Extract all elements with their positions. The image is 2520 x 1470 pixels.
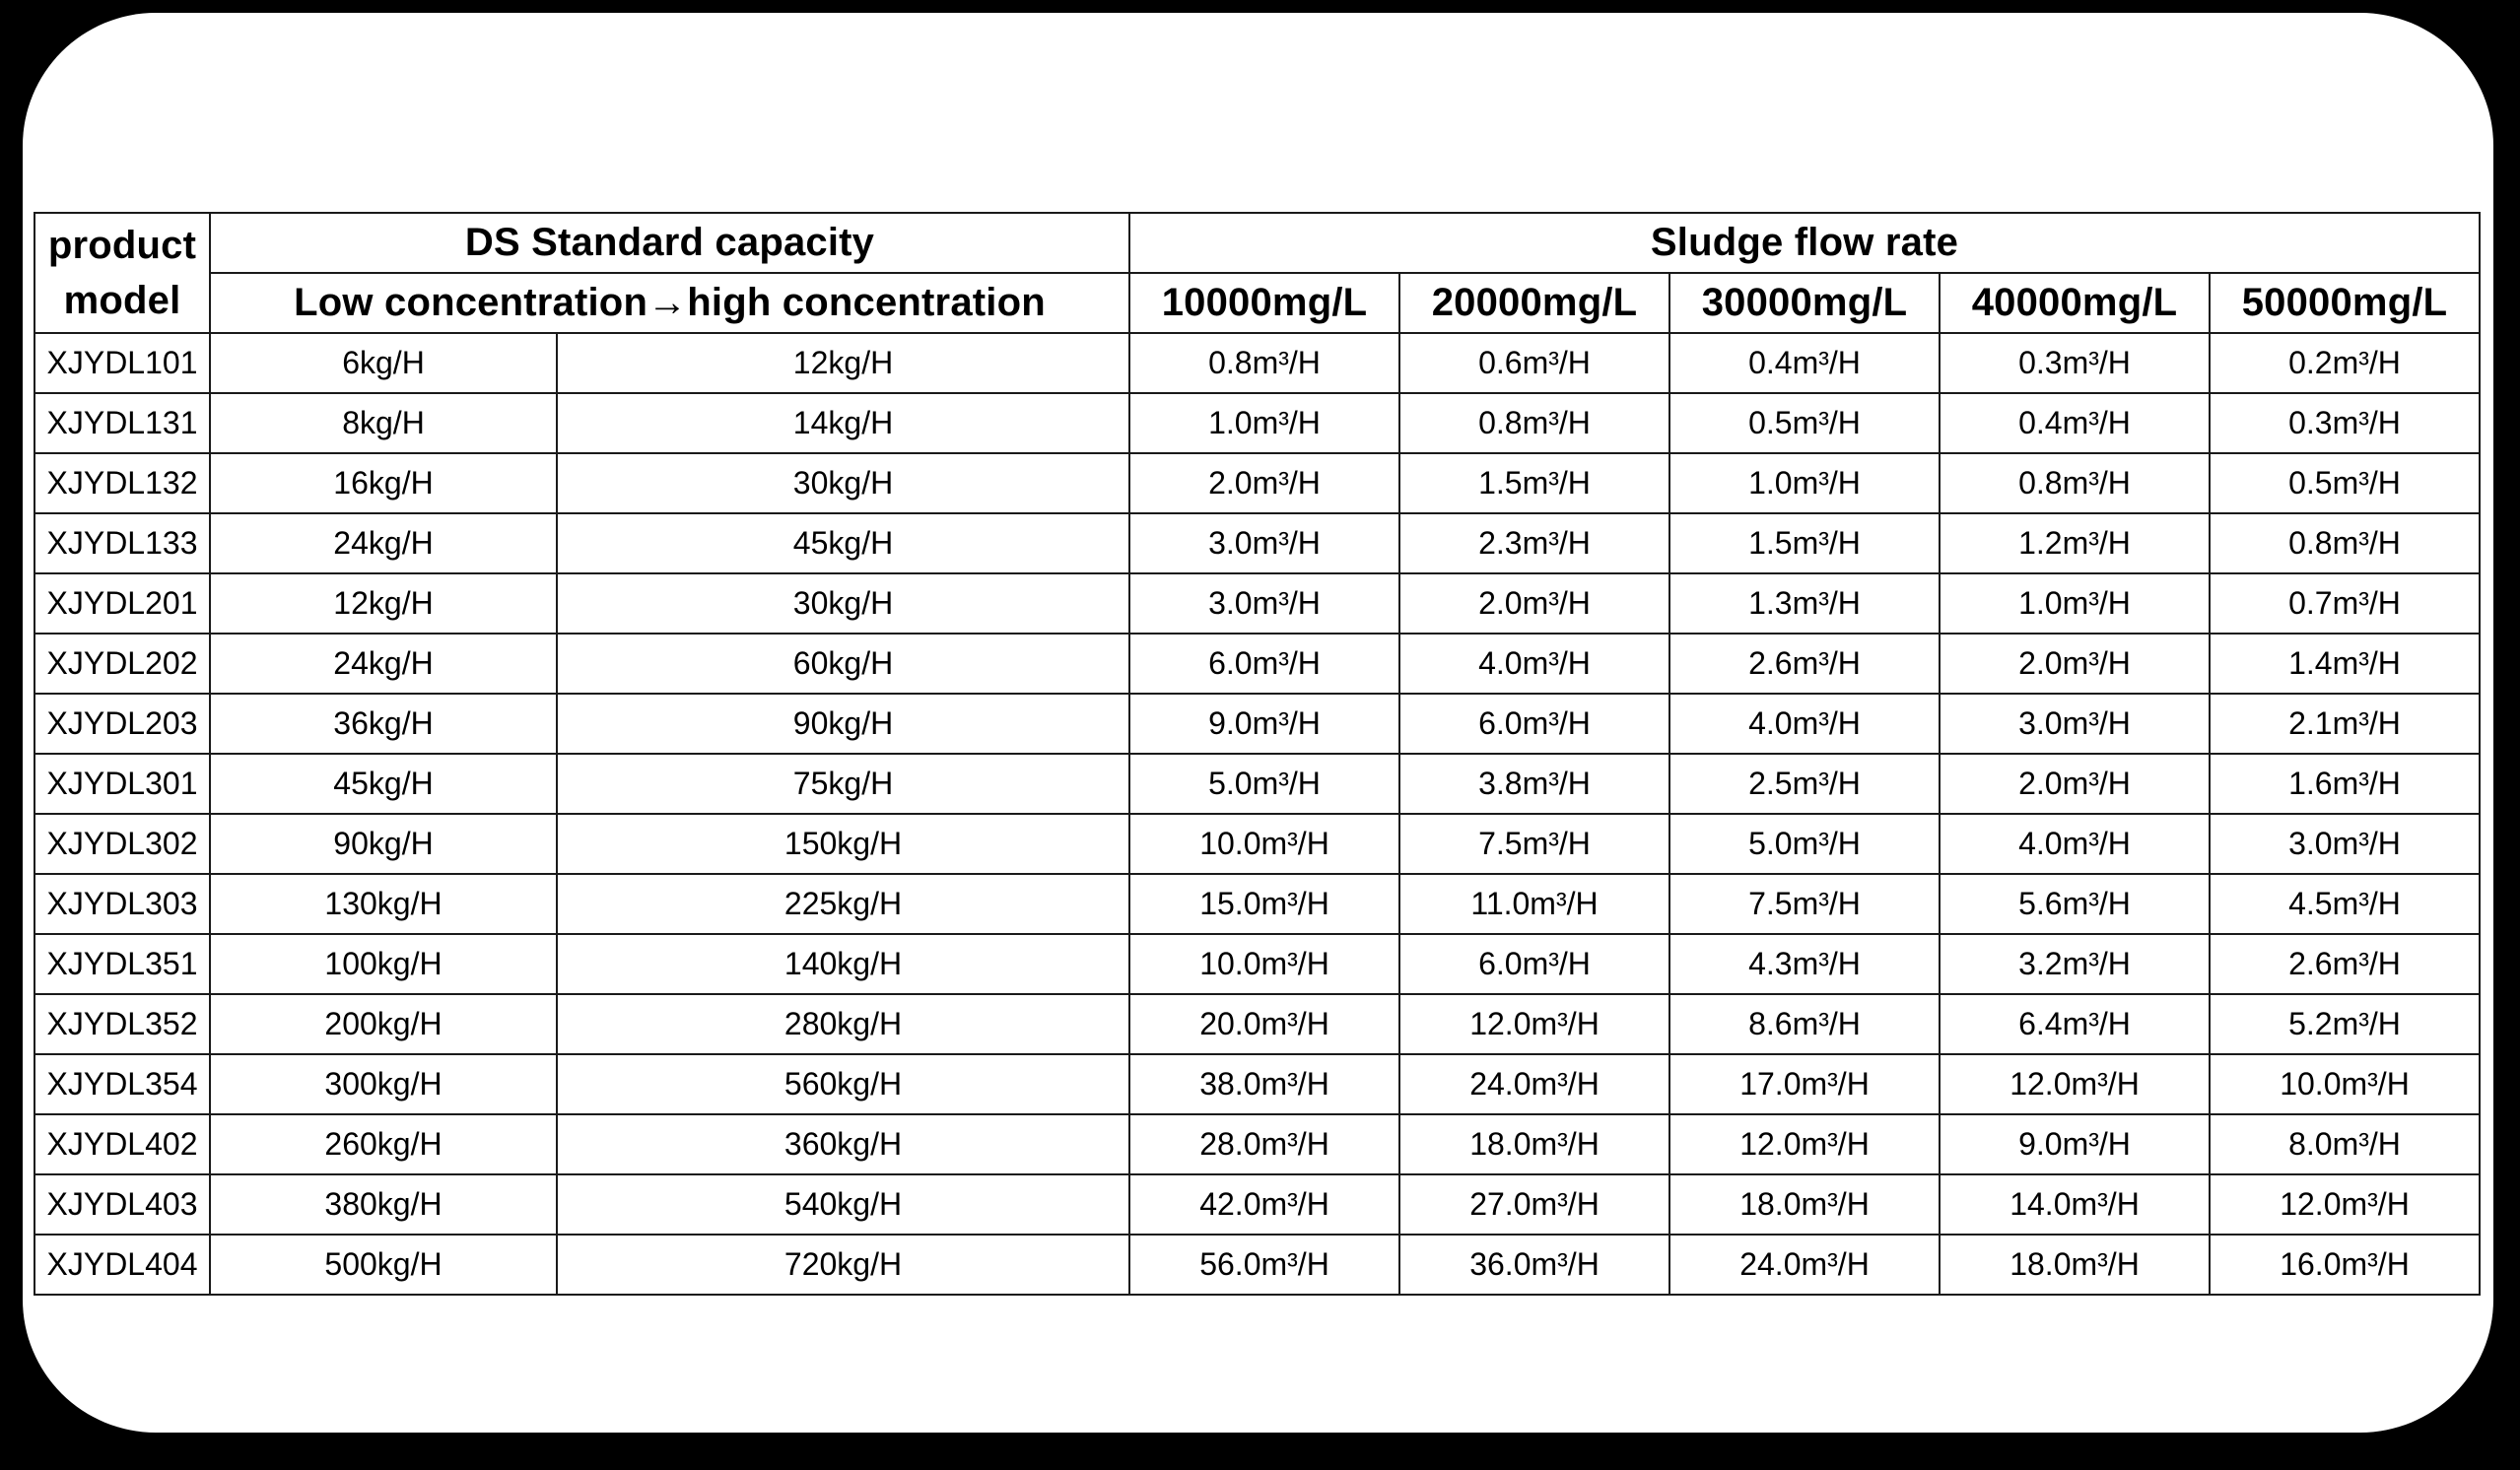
table-row xyxy=(34,573,2480,634)
flow-rate-cell: 27.0m³/H xyxy=(1399,1174,1669,1235)
model-cell: XJYDL301 xyxy=(34,754,210,814)
flow-rate-cell: 4.3m³/H xyxy=(1669,934,1940,994)
capacity-high-cell: 60kg/H xyxy=(557,634,1129,694)
table-row xyxy=(34,874,2480,934)
capacity-low-cell: 6kg/H xyxy=(210,333,557,393)
capacity-high-cell: 540kg/H xyxy=(557,1174,1129,1235)
flow-rate-cell: 24.0m³/H xyxy=(1399,1054,1669,1114)
capacity-sub-header: Low concentration→high concentration xyxy=(210,273,1129,333)
flow-rate-cell: 56.0m³/H xyxy=(1129,1235,1399,1295)
capacity-high-cell: 30kg/H xyxy=(557,453,1129,513)
flow-rate-cell: 2.0m³/H xyxy=(1399,573,1669,634)
flow-rate-cell: 38.0m³/H xyxy=(1129,1054,1399,1114)
flow-rate-cell: 17.0m³/H xyxy=(1669,1054,1940,1114)
flow-rate-cell: 0.3m³/H xyxy=(2210,393,2480,453)
flow-rate-cell: 18.0m³/H xyxy=(1940,1235,2210,1295)
flow-rate-cell: 0.5m³/H xyxy=(2210,453,2480,513)
table-row xyxy=(34,634,2480,694)
flow-rate-cell: 3.0m³/H xyxy=(2210,814,2480,874)
capacity-high-cell: 90kg/H xyxy=(557,694,1129,754)
flow-rate-cell: 7.5m³/H xyxy=(1399,814,1669,874)
flow-rate-cell: 10.0m³/H xyxy=(1129,934,1399,994)
flow-rate-cell: 4.5m³/H xyxy=(2210,874,2480,934)
table-row xyxy=(34,1174,2480,1235)
capacity-high-cell: 12kg/H xyxy=(557,333,1129,393)
table-row xyxy=(34,994,2480,1054)
flow-rate-cell: 2.0m³/H xyxy=(1940,634,2210,694)
flow-rate-cell: 12.0m³/H xyxy=(2210,1174,2480,1235)
capacity-low-cell: 100kg/H xyxy=(210,934,557,994)
flow-rate-cell: 5.0m³/H xyxy=(1129,754,1399,814)
model-cell: XJYDL351 xyxy=(34,934,210,994)
table-row xyxy=(34,393,2480,453)
flow-rate-cell: 1.0m³/H xyxy=(1129,393,1399,453)
flow-rate-cell: 7.5m³/H xyxy=(1669,874,1940,934)
capacity-low-cell: 200kg/H xyxy=(210,994,557,1054)
flow-rate-cell: 0.8m³/H xyxy=(1399,393,1669,453)
flow-rate-cell: 36.0m³/H xyxy=(1399,1235,1669,1295)
model-cell: XJYDL202 xyxy=(34,634,210,694)
flow-rate-cell: 15.0m³/H xyxy=(1129,874,1399,934)
capacity-low-cell: 260kg/H xyxy=(210,1114,557,1174)
capacity-high-cell: 30kg/H xyxy=(557,573,1129,634)
flow-col-header: 50000mg/L xyxy=(2210,273,2480,333)
flow-rate-cell: 3.8m³/H xyxy=(1399,754,1669,814)
capacity-low-cell: 130kg/H xyxy=(210,874,557,934)
flow-rate-cell: 4.0m³/H xyxy=(1940,814,2210,874)
flow-rate-cell: 16.0m³/H xyxy=(2210,1235,2480,1295)
table-row xyxy=(34,754,2480,814)
flow-rate-cell: 42.0m³/H xyxy=(1129,1174,1399,1235)
flow-rate-cell: 10.0m³/H xyxy=(1129,814,1399,874)
flow-rate-cell: 3.0m³/H xyxy=(1129,573,1399,634)
flow-rate-cell: 1.5m³/H xyxy=(1669,513,1940,573)
capacity-low-cell: 380kg/H xyxy=(210,1174,557,1235)
flow-rate-cell: 0.8m³/H xyxy=(2210,513,2480,573)
flow-col-header: 40000mg/L xyxy=(1940,273,2210,333)
flow-rate-cell: 8.6m³/H xyxy=(1669,994,1940,1054)
model-cell: XJYDL404 xyxy=(34,1235,210,1295)
flow-rate-cell: 4.0m³/H xyxy=(1399,634,1669,694)
capacity-high-cell: 45kg/H xyxy=(557,513,1129,573)
capacity-low-cell: 36kg/H xyxy=(210,694,557,754)
capacity-high-cell: 75kg/H xyxy=(557,754,1129,814)
flow-rate-cell: 24.0m³/H xyxy=(1669,1235,1940,1295)
flow-col-header: 10000mg/L xyxy=(1129,273,1399,333)
product-model-header xyxy=(34,213,210,333)
model-cell: XJYDL352 xyxy=(34,994,210,1054)
table-row xyxy=(34,453,2480,513)
product-model-header-line2: model xyxy=(63,279,181,322)
flow-rate-cell: 1.0m³/H xyxy=(1940,573,2210,634)
flow-rate-cell: 5.2m³/H xyxy=(2210,994,2480,1054)
flow-rate-cell: 11.0m³/H xyxy=(1399,874,1669,934)
flow-rate-cell: 12.0m³/H xyxy=(1940,1054,2210,1114)
flow-rate-cell: 3.2m³/H xyxy=(1940,934,2210,994)
table-row xyxy=(34,1054,2480,1114)
model-cell: XJYDL133 xyxy=(34,513,210,573)
capacity-high-cell: 360kg/H xyxy=(557,1114,1129,1174)
table-row xyxy=(34,814,2480,874)
flow-rate-cell: 14.0m³/H xyxy=(1940,1174,2210,1235)
flow-rate-cell: 0.6m³/H xyxy=(1399,333,1669,393)
flow-rate-cell: 9.0m³/H xyxy=(1940,1114,2210,1174)
capacity-high-cell: 150kg/H xyxy=(557,814,1129,874)
flow-rate-cell: 0.7m³/H xyxy=(2210,573,2480,634)
capacity-low-cell: 500kg/H xyxy=(210,1235,557,1295)
model-cell: XJYDL201 xyxy=(34,573,210,634)
model-cell: XJYDL402 xyxy=(34,1114,210,1174)
flow-rate-cell: 5.6m³/H xyxy=(1940,874,2210,934)
table-row xyxy=(34,333,2480,393)
flow-rate-cell: 6.0m³/H xyxy=(1129,634,1399,694)
flow-rate-cell: 4.0m³/H xyxy=(1669,694,1940,754)
flow-rate-cell: 0.8m³/H xyxy=(1129,333,1399,393)
flow-rate-cell: 0.4m³/H xyxy=(1669,333,1940,393)
capacity-low-cell: 24kg/H xyxy=(210,634,557,694)
flow-rate-cell: 8.0m³/H xyxy=(2210,1114,2480,1174)
capacity-low-cell: 45kg/H xyxy=(210,754,557,814)
flow-rate-cell: 5.0m³/H xyxy=(1669,814,1940,874)
table-row xyxy=(34,934,2480,994)
header-row-1 xyxy=(34,213,2480,273)
flow-rate-cell: 3.0m³/H xyxy=(1129,513,1399,573)
capacity-high-cell: 560kg/H xyxy=(557,1054,1129,1114)
flow-rate-cell: 0.2m³/H xyxy=(2210,333,2480,393)
flow-rate-cell: 2.0m³/H xyxy=(1129,453,1399,513)
flow-rate-cell: 1.3m³/H xyxy=(1669,573,1940,634)
flow-col-header: 30000mg/L xyxy=(1669,273,1940,333)
flow-rate-cell: 0.4m³/H xyxy=(1940,393,2210,453)
model-cell: XJYDL302 xyxy=(34,814,210,874)
flow-rate-cell: 6.4m³/H xyxy=(1940,994,2210,1054)
flow-rate-cell: 12.0m³/H xyxy=(1669,1114,1940,1174)
flow-rate-cell: 18.0m³/H xyxy=(1669,1174,1940,1235)
model-cell: XJYDL403 xyxy=(34,1174,210,1235)
capacity-high-cell: 720kg/H xyxy=(557,1235,1129,1295)
capacity-low-cell: 8kg/H xyxy=(210,393,557,453)
flow-rate-cell: 2.6m³/H xyxy=(1669,634,1940,694)
capacity-high-cell: 140kg/H xyxy=(557,934,1129,994)
table-row xyxy=(34,694,2480,754)
flow-rate-cell: 2.0m³/H xyxy=(1940,754,2210,814)
flow-rate-cell: 18.0m³/H xyxy=(1399,1114,1669,1174)
flow-rate-cell: 2.6m³/H xyxy=(2210,934,2480,994)
flow-rate-cell: 10.0m³/H xyxy=(2210,1054,2480,1114)
flow-rate-cell: 12.0m³/H xyxy=(1399,994,1669,1054)
product-model-header-line1: product xyxy=(47,224,197,267)
model-cell: XJYDL101 xyxy=(34,333,210,393)
flow-rate-cell: 1.2m³/H xyxy=(1940,513,2210,573)
flow-rate-cell: 3.0m³/H xyxy=(1940,694,2210,754)
flow-rate-cell: 28.0m³/H xyxy=(1129,1114,1399,1174)
capacity-low-cell: 90kg/H xyxy=(210,814,557,874)
flow-rate-cell: 1.0m³/H xyxy=(1669,453,1940,513)
header-row-2 xyxy=(34,273,2480,333)
flow-rate-cell: 0.3m³/H xyxy=(1940,333,2210,393)
flow-col-header: 20000mg/L xyxy=(1399,273,1669,333)
capacity-high-cell: 280kg/H xyxy=(557,994,1129,1054)
capacity-low-cell: 12kg/H xyxy=(210,573,557,634)
flow-rate-cell: 1.6m³/H xyxy=(2210,754,2480,814)
table-row xyxy=(34,513,2480,573)
model-cell: XJYDL203 xyxy=(34,694,210,754)
flow-rate-cell: 6.0m³/H xyxy=(1399,934,1669,994)
capacity-low-cell: 16kg/H xyxy=(210,453,557,513)
flow-rate-cell: 0.8m³/H xyxy=(1940,453,2210,513)
flow-rate-cell: 9.0m³/H xyxy=(1129,694,1399,754)
flow-rate-cell: 20.0m³/H xyxy=(1129,994,1399,1054)
flow-rate-cell: 2.5m³/H xyxy=(1669,754,1940,814)
flow-rate-cell: 2.1m³/H xyxy=(2210,694,2480,754)
flow-rate-cell: 0.5m³/H xyxy=(1669,393,1940,453)
model-cell: XJYDL354 xyxy=(34,1054,210,1114)
flow-rate-cell: 2.3m³/H xyxy=(1399,513,1669,573)
capacity-header: DS Standard capacity xyxy=(210,213,1129,273)
spec-table xyxy=(34,212,2481,1296)
capacity-low-cell: 300kg/H xyxy=(210,1054,557,1114)
flow-rate-cell: 6.0m³/H xyxy=(1399,694,1669,754)
table-row xyxy=(34,1114,2480,1174)
model-cell: XJYDL131 xyxy=(34,393,210,453)
model-cell: XJYDL303 xyxy=(34,874,210,934)
capacity-high-cell: 225kg/H xyxy=(557,874,1129,934)
capacity-high-cell: 14kg/H xyxy=(557,393,1129,453)
flow-rate-cell: 1.4m³/H xyxy=(2210,634,2480,694)
flow-rate-header: Sludge flow rate xyxy=(1129,213,2480,273)
table-row xyxy=(34,1235,2480,1295)
model-cell: XJYDL132 xyxy=(34,453,210,513)
flow-rate-cell: 1.5m³/H xyxy=(1399,453,1669,513)
capacity-low-cell: 24kg/H xyxy=(210,513,557,573)
